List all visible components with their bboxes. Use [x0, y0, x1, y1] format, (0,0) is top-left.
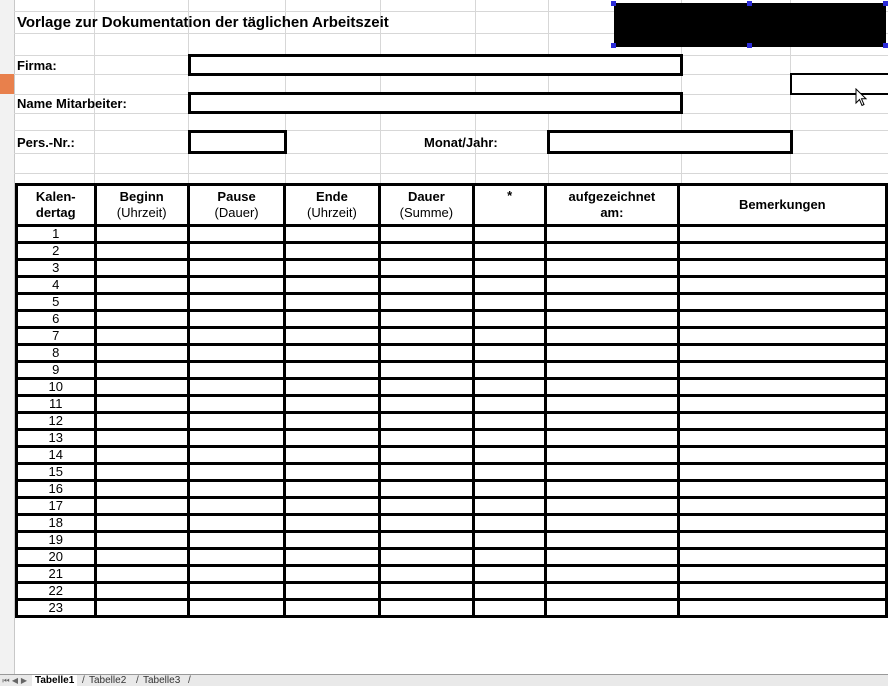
firma-field[interactable]: [188, 54, 683, 76]
table-cell[interactable]: [379, 379, 473, 396]
sheet-tab-2[interactable]: Tabelle2: [89, 675, 127, 686]
table-cell[interactable]: [474, 328, 546, 345]
table-cell[interactable]: [546, 379, 678, 396]
selection-handle[interactable]: [747, 1, 752, 6]
table-cell[interactable]: [474, 362, 546, 379]
table-cell[interactable]: [188, 379, 284, 396]
table-cell[interactable]: [678, 294, 886, 311]
table-cell[interactable]: [95, 481, 188, 498]
persnr-field[interactable]: [188, 130, 287, 154]
table-cell[interactable]: [188, 294, 284, 311]
table-cell[interactable]: [678, 515, 886, 532]
table-cell[interactable]: [546, 515, 678, 532]
table-cell[interactable]: [188, 260, 284, 277]
table-cell[interactable]: [188, 515, 284, 532]
table-cell[interactable]: [95, 566, 188, 583]
table-cell[interactable]: [188, 600, 284, 617]
table-cell[interactable]: [95, 430, 188, 447]
table-cell[interactable]: [285, 260, 379, 277]
table-cell[interactable]: [546, 583, 678, 600]
table-row: [17, 362, 887, 379]
table-row: [17, 260, 887, 277]
firma-label: Firma:: [17, 58, 57, 73]
next-sheet-icon[interactable]: ▶: [20, 676, 28, 685]
table-cell[interactable]: [285, 362, 379, 379]
table-cell[interactable]: [678, 226, 886, 243]
day-number-cell[interactable]: 6: [17, 311, 96, 328]
table-cell[interactable]: [678, 583, 886, 600]
col-header-bemerkungen[interactable]: Bemerkungen: [678, 185, 886, 226]
table-cell[interactable]: [678, 532, 886, 549]
table-cell[interactable]: [188, 396, 284, 413]
table-cell[interactable]: [285, 226, 379, 243]
col-header-aufgezeichnet[interactable]: aufgezeichnet am:: [546, 185, 678, 226]
row-header-strip[interactable]: [0, 0, 15, 674]
table-cell[interactable]: [546, 345, 678, 362]
table-cell[interactable]: [474, 294, 546, 311]
table-cell[interactable]: [379, 226, 473, 243]
selection-handle[interactable]: [611, 43, 616, 48]
table-cell[interactable]: [95, 379, 188, 396]
table-cell[interactable]: [285, 583, 379, 600]
table-cell[interactable]: [474, 515, 546, 532]
monat-jahr-label: Monat/Jahr:: [424, 135, 498, 150]
table-cell[interactable]: [95, 600, 188, 617]
table-cell[interactable]: [474, 396, 546, 413]
table-cell[interactable]: [188, 277, 284, 294]
active-row-marker: [0, 74, 14, 94]
table-cell[interactable]: [95, 515, 188, 532]
table-row: [17, 379, 887, 396]
table-row: [17, 464, 887, 481]
table-cell[interactable]: [379, 396, 473, 413]
table-cell[interactable]: [474, 413, 546, 430]
table-cell[interactable]: [379, 515, 473, 532]
table-cell[interactable]: [95, 464, 188, 481]
col-header-pause[interactable]: Pause (Dauer): [188, 185, 284, 226]
day-number-cell[interactable]: 4: [17, 277, 96, 294]
day-number-cell[interactable]: 16: [17, 481, 96, 498]
table-row: [17, 498, 887, 515]
table-cell[interactable]: [379, 345, 473, 362]
table-cell[interactable]: [678, 277, 886, 294]
table-cell[interactable]: [95, 447, 188, 464]
table-row: [17, 413, 887, 430]
table-cell[interactable]: [546, 430, 678, 447]
table-cell[interactable]: [678, 260, 886, 277]
time-table: [15, 183, 888, 618]
table-cell[interactable]: [678, 566, 886, 583]
table-cell[interactable]: [474, 345, 546, 362]
table-cell[interactable]: [188, 532, 284, 549]
table-cell[interactable]: [379, 481, 473, 498]
table-cell[interactable]: [285, 243, 379, 260]
table-cell[interactable]: [678, 243, 886, 260]
table-cell[interactable]: [678, 345, 886, 362]
table-cell[interactable]: [188, 464, 284, 481]
table-cell[interactable]: [474, 464, 546, 481]
table-cell[interactable]: [188, 566, 284, 583]
table-cell[interactable]: [474, 260, 546, 277]
day-number-cell[interactable]: 10: [17, 379, 96, 396]
table-row: [17, 294, 887, 311]
table-cell[interactable]: [379, 566, 473, 583]
table-cell[interactable]: [188, 447, 284, 464]
table-cell[interactable]: [285, 345, 379, 362]
tab-separator: /: [136, 675, 139, 686]
table-cell[interactable]: [285, 277, 379, 294]
table-cell[interactable]: [95, 260, 188, 277]
table-cell[interactable]: [95, 532, 188, 549]
table-cell[interactable]: [379, 277, 473, 294]
table-cell[interactable]: [285, 566, 379, 583]
table-cell[interactable]: [285, 515, 379, 532]
table-cell[interactable]: [285, 311, 379, 328]
day-number-cell[interactable]: 11: [17, 396, 96, 413]
table-cell[interactable]: [379, 362, 473, 379]
table-row: [17, 396, 887, 413]
table-cell[interactable]: [188, 243, 284, 260]
selected-cell[interactable]: [790, 73, 888, 95]
table-cell[interactable]: [379, 430, 473, 447]
table-cell[interactable]: [188, 481, 284, 498]
day-number-cell[interactable]: 9: [17, 362, 96, 379]
table-cell[interactable]: [546, 498, 678, 515]
day-number-cell[interactable]: 13: [17, 430, 96, 447]
table-cell[interactable]: [95, 549, 188, 566]
day-number-cell[interactable]: 22: [17, 583, 96, 600]
table-cell[interactable]: [379, 549, 473, 566]
mitarbeiter-field[interactable]: [188, 92, 683, 114]
table-cell[interactable]: [379, 498, 473, 515]
table-cell[interactable]: [285, 600, 379, 617]
sheet-tab-1[interactable]: Tabelle1: [32, 675, 77, 686]
table-cell[interactable]: [379, 413, 473, 430]
table-cell[interactable]: [188, 430, 284, 447]
table-row: [17, 583, 887, 600]
table-cell[interactable]: [285, 413, 379, 430]
day-number-cell[interactable]: 1: [17, 226, 96, 243]
day-number-cell[interactable]: 3: [17, 260, 96, 277]
table-cell[interactable]: [285, 464, 379, 481]
table-cell[interactable]: [95, 345, 188, 362]
day-number-cell[interactable]: 12: [17, 413, 96, 430]
mitarbeiter-label: Name Mitarbeiter:: [17, 96, 127, 111]
table-cell[interactable]: [546, 243, 678, 260]
table-cell[interactable]: [546, 566, 678, 583]
sheet-tab-3[interactable]: Tabelle3: [143, 675, 181, 686]
table-cell[interactable]: [546, 328, 678, 345]
table-cell[interactable]: [188, 226, 284, 243]
redacted-image[interactable]: [614, 3, 886, 47]
selection-handle[interactable]: [883, 1, 888, 6]
table-cell[interactable]: [678, 447, 886, 464]
table-row: [17, 600, 887, 617]
first-sheet-icon[interactable]: ⏮: [2, 676, 10, 685]
day-number-cell[interactable]: 21: [17, 566, 96, 583]
table-cell[interactable]: [474, 583, 546, 600]
col-header-ende[interactable]: Ende (Uhrzeit): [285, 185, 379, 226]
table-cell[interactable]: [678, 481, 886, 498]
table-cell[interactable]: [379, 583, 473, 600]
table-cell[interactable]: [474, 481, 546, 498]
table-row: [17, 226, 887, 243]
day-number-cell[interactable]: 5: [17, 294, 96, 311]
table-cell[interactable]: [95, 328, 188, 345]
persnr-label: Pers.-Nr.:: [17, 135, 75, 150]
table-row: [17, 277, 887, 294]
table-cell[interactable]: [546, 413, 678, 430]
table-cell[interactable]: [95, 243, 188, 260]
table-cell[interactable]: [188, 498, 284, 515]
sheet-tab-bar: [0, 674, 888, 686]
day-number-cell[interactable]: 8: [17, 345, 96, 362]
table-cell[interactable]: [188, 345, 284, 362]
overlay-label: Edit: [40, 633, 56, 643]
table-cell[interactable]: [474, 532, 546, 549]
table-cell[interactable]: [678, 362, 886, 379]
table-cell[interactable]: [285, 430, 379, 447]
table-cell[interactable]: [285, 379, 379, 396]
table-cell[interactable]: [95, 362, 188, 379]
table-cell[interactable]: [474, 566, 546, 583]
table-cell[interactable]: [678, 498, 886, 515]
day-number-cell[interactable]: 19: [17, 532, 96, 549]
tab-separator: /: [188, 675, 191, 686]
table-cell[interactable]: [95, 413, 188, 430]
table-cell[interactable]: [188, 311, 284, 328]
table-cell[interactable]: [546, 311, 678, 328]
table-cell[interactable]: [678, 549, 886, 566]
table-cell[interactable]: [546, 277, 678, 294]
table-cell[interactable]: [285, 328, 379, 345]
table-row: [17, 532, 887, 549]
table-cell[interactable]: [188, 549, 284, 566]
table-cell[interactable]: [379, 260, 473, 277]
day-number-cell[interactable]: 17: [17, 498, 96, 515]
table-cell[interactable]: [379, 600, 473, 617]
table-cell[interactable]: [474, 447, 546, 464]
table-cell[interactable]: [546, 464, 678, 481]
monat-jahr-field[interactable]: [547, 130, 793, 154]
table-row: [17, 328, 887, 345]
table-cell[interactable]: [546, 396, 678, 413]
table-row: [17, 549, 887, 566]
col-header-beginn[interactable]: Beginn (Uhrzeit): [95, 185, 188, 226]
table-cell[interactable]: [546, 260, 678, 277]
table-row: [17, 566, 887, 583]
table-cell[interactable]: [379, 243, 473, 260]
day-number-cell[interactable]: 2: [17, 243, 96, 260]
table-cell[interactable]: [678, 328, 886, 345]
table-cell[interactable]: [379, 311, 473, 328]
day-number-cell[interactable]: 18: [17, 515, 96, 532]
table-row: [17, 345, 887, 362]
table-cell[interactable]: [95, 396, 188, 413]
selection-handle[interactable]: [883, 43, 888, 48]
table-cell[interactable]: [95, 311, 188, 328]
table-cell[interactable]: [474, 379, 546, 396]
table-cell[interactable]: [474, 277, 546, 294]
day-number-cell[interactable]: 7: [17, 328, 96, 345]
table-cell[interactable]: [188, 362, 284, 379]
table-cell[interactable]: [678, 464, 886, 481]
table-cell[interactable]: [474, 498, 546, 515]
table-cell[interactable]: [285, 481, 379, 498]
table-cell[interactable]: [379, 464, 473, 481]
table-cell[interactable]: [188, 413, 284, 430]
table-cell[interactable]: [379, 447, 473, 464]
table-cell[interactable]: [379, 294, 473, 311]
table-cell[interactable]: [95, 498, 188, 515]
table-cell[interactable]: [474, 311, 546, 328]
table-cell[interactable]: [285, 498, 379, 515]
table-cell[interactable]: [678, 430, 886, 447]
table-row: [17, 243, 887, 260]
table-cell[interactable]: [285, 532, 379, 549]
table-cell[interactable]: [546, 532, 678, 549]
table-cell[interactable]: [285, 396, 379, 413]
table-cell[interactable]: [188, 583, 284, 600]
prev-sheet-icon[interactable]: ◀: [11, 676, 19, 685]
day-number-cell[interactable]: 20: [17, 549, 96, 566]
table-cell[interactable]: [546, 600, 678, 617]
table-cell[interactable]: [678, 396, 886, 413]
table-cell[interactable]: [474, 600, 546, 617]
table-cell[interactable]: [546, 362, 678, 379]
table-cell[interactable]: [474, 226, 546, 243]
table-cell[interactable]: [379, 532, 473, 549]
day-number-cell[interactable]: 15: [17, 464, 96, 481]
selection-handle[interactable]: [611, 1, 616, 6]
table-cell[interactable]: [188, 328, 284, 345]
table-cell[interactable]: [678, 379, 886, 396]
selection-handle[interactable]: [747, 43, 752, 48]
table-cell[interactable]: [95, 277, 188, 294]
day-number-cell[interactable]: 23: [17, 600, 96, 617]
table-cell[interactable]: [474, 549, 546, 566]
table-cell[interactable]: [474, 430, 546, 447]
table-cell[interactable]: [546, 447, 678, 464]
table-cell[interactable]: [546, 226, 678, 243]
table-cell[interactable]: [285, 294, 379, 311]
table-cell[interactable]: [285, 549, 379, 566]
table-cell[interactable]: [95, 226, 188, 243]
tab-separator: /: [82, 675, 85, 686]
table-cell[interactable]: [474, 243, 546, 260]
table-row: [17, 430, 887, 447]
page-title: Vorlage zur Dokumentation der täglichen Arbeitszeit: [17, 14, 389, 31]
table-cell[interactable]: [678, 413, 886, 430]
col-header-kalendertag[interactable]: Kalen- dertag: [17, 185, 96, 226]
table-row: [17, 311, 887, 328]
col-header-dauer[interactable]: Dauer (Summe): [379, 185, 473, 226]
table-cell[interactable]: [678, 311, 886, 328]
table-cell[interactable]: [285, 447, 379, 464]
mouse-cursor-icon: [855, 88, 869, 108]
table-cell[interactable]: [95, 294, 188, 311]
col-header-star[interactable]: *: [474, 185, 546, 226]
day-number-cell[interactable]: 14: [17, 447, 96, 464]
table-cell[interactable]: [95, 583, 188, 600]
table-row: [17, 515, 887, 532]
table-cell[interactable]: [379, 328, 473, 345]
gridline: [14, 173, 888, 174]
table-cell[interactable]: [678, 600, 886, 617]
table-header-row: [17, 185, 887, 226]
table-cell[interactable]: [546, 481, 678, 498]
table-row: [17, 481, 887, 498]
table-cell[interactable]: [546, 294, 678, 311]
table-cell[interactable]: [546, 549, 678, 566]
table-row: [17, 447, 887, 464]
